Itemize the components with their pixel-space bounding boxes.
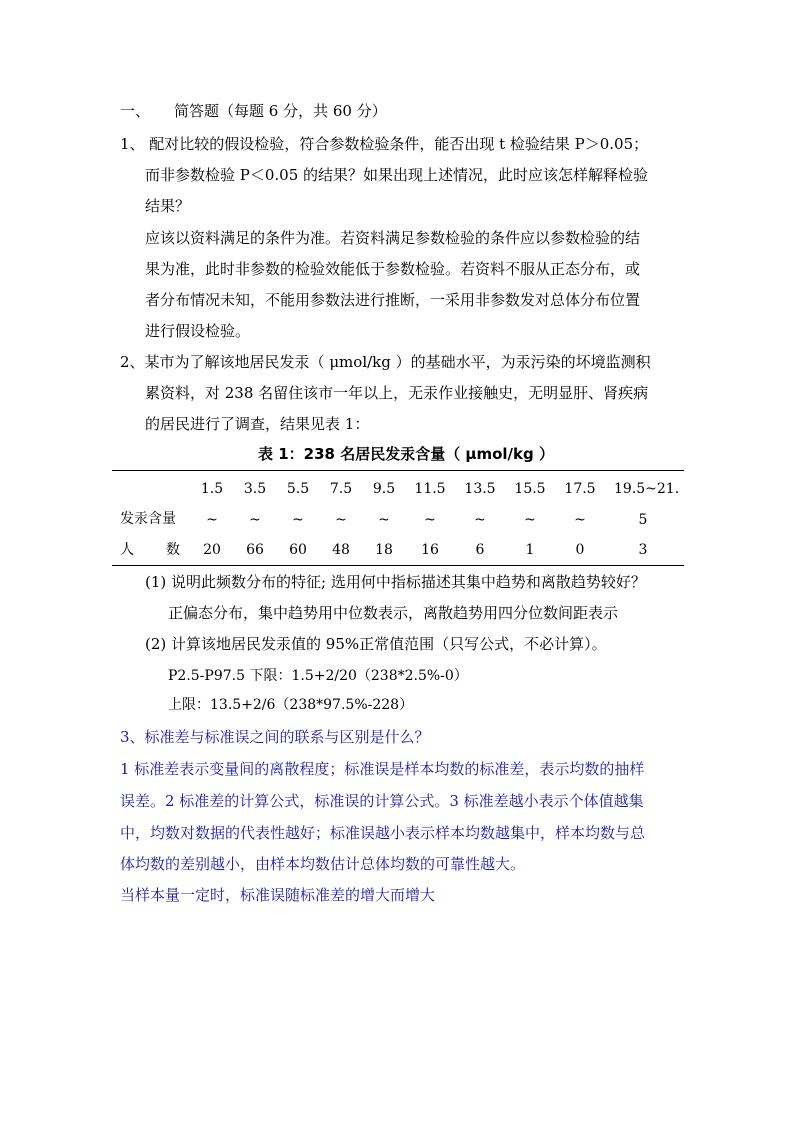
q2-line-1: 2、某市为了解该地居民发汞（ μmol/kg ）的基础水平，为汞污染的坏境监测积 bbox=[120, 353, 651, 371]
table-cell-lower: 13.5 bbox=[464, 481, 496, 497]
q2-sub1-answer: 正偏态分布，集中趋势用中位数表示，离散趋势用四分位数间距表示 bbox=[168, 604, 619, 622]
table-caption: 表 1：238 名居民发汞含量（ μmol/kg ） bbox=[258, 445, 554, 463]
q1-answer-2: 果为准，此时非参数的检验效能低于参数检验。若资料不服从正态分布，或 bbox=[145, 260, 641, 278]
table-cell-count: 66 bbox=[246, 542, 264, 558]
table-cell-count: 20 bbox=[203, 542, 221, 558]
table-cell-lower: 17.5 bbox=[564, 481, 596, 497]
q1-line-3: 结果？ bbox=[145, 197, 191, 215]
table-cell-lower: 1.5 bbox=[200, 481, 224, 497]
q3-title: 3、标准差与标准误之间的联系与区别是什么？ bbox=[120, 728, 430, 746]
q2-sub2-question: (2) 计算该地居民发汞值的 95%正常值范围（只写公式，不必计算）。 bbox=[145, 635, 607, 653]
table-row-label-people-a: 人 bbox=[120, 542, 134, 558]
table-row-label-people-b: 数 bbox=[166, 542, 180, 558]
q2-sub2-answer-2: 上限：13.5+2/6（238*97.5%-228） bbox=[168, 697, 414, 713]
q1-answer-4: 进行假设检验。 bbox=[145, 322, 251, 340]
table-cell-count: 48 bbox=[332, 542, 350, 558]
table-cell-tilde: ~ bbox=[249, 512, 261, 528]
table-cell-tilde: ~ bbox=[574, 512, 586, 528]
table-cell-tilde: ~ bbox=[424, 512, 436, 528]
q1-answer-1: 应该以资料满足的条件为准。若资料满足参数检验的条件应以参数检验的结 bbox=[145, 229, 641, 247]
table-cell-count: 6 bbox=[475, 542, 485, 558]
q3-line-5: 当样本量一定时，标准误随标准差的增大而增大 bbox=[120, 886, 436, 904]
q3-line-1: 1 标准差表示变量间的离散程度；标准误是样本均数的标准差，表示均数的抽样 bbox=[120, 760, 645, 778]
table-cell-lower: 15.5 bbox=[514, 481, 546, 497]
table-cell-count: 60 bbox=[289, 542, 307, 558]
table-cell-tilde: ~ bbox=[335, 512, 347, 528]
table-cell-tilde: ~ bbox=[206, 512, 218, 528]
section-number: 一、 bbox=[120, 102, 151, 120]
table-bottom-rule bbox=[112, 565, 684, 566]
table-cell-tilde: 5 bbox=[638, 512, 648, 528]
q2-sub2-answer-1: P2.5-P97.5 下限：1.5+2/20（238*2.5%-0） bbox=[168, 668, 468, 684]
q1-answer-3: 者分布情况未知，不能用参数法进行推断，一采用非参数发对总体分布位置 bbox=[145, 291, 641, 309]
table-cell-lower: 7.5 bbox=[329, 481, 353, 497]
table-cell-lower: 9.5 bbox=[372, 481, 396, 497]
q3-line-4: 体均数的差别越小，由样本均数估计总体均数的可靠性越大。 bbox=[120, 855, 526, 873]
table-cell-tilde: ~ bbox=[474, 512, 486, 528]
table-cell-count: 18 bbox=[375, 542, 393, 558]
table-cell-lower: 3.5 bbox=[243, 481, 267, 497]
table-cell-lower: 11.5 bbox=[414, 481, 446, 497]
q1-line-2: 而非参数检验 P＜0.05 的结果？如果出现上述情况，此时应该怎样解释检验 bbox=[145, 166, 649, 184]
table-cell-lower: 5.5 bbox=[286, 481, 310, 497]
table-cell-tilde: ~ bbox=[378, 512, 390, 528]
table-cell-count: 16 bbox=[421, 542, 439, 558]
table-cell-count: 0 bbox=[575, 542, 585, 558]
table-cell-tilde: ~ bbox=[292, 512, 304, 528]
table-top-rule bbox=[112, 470, 684, 471]
table-cell-lower: 19.5~21. bbox=[614, 481, 680, 497]
q2-line-2: 累资料，对 238 名留住该市一年以上，无汞作业接触史，无明显肝、肾疾病 bbox=[145, 384, 649, 402]
q2-sub1-question: (1) 说明此频数分布的特征; 选用何中指标描述其集中趋势和离散趋势较好？ bbox=[145, 573, 646, 591]
q3-line-3: 中，均数对数据的代表性越好；标准误越小表示样本均数越集中，样本均数与总 bbox=[120, 824, 646, 842]
table-cell-tilde: ~ bbox=[524, 512, 536, 528]
q2-line-3: 的居民进行了调查，结果见表 1： bbox=[145, 415, 370, 433]
table-cell-count: 1 bbox=[525, 542, 535, 558]
q1-line-1: 1、 配对比较的假设检验，符合参数检验条件，能否出现 t 检验结果 P＞0.05； bbox=[120, 135, 649, 153]
q3-line-2: 误差。2 标准差的计算公式，标准误的计算公式。3 标准差越小表示个体值越集 bbox=[120, 792, 644, 810]
table-row-label-content: 发汞含量 bbox=[120, 511, 176, 527]
table-cell-count: 3 bbox=[638, 542, 648, 558]
section-heading: 简答题（每题 6 分，共 60 分） bbox=[174, 102, 387, 120]
